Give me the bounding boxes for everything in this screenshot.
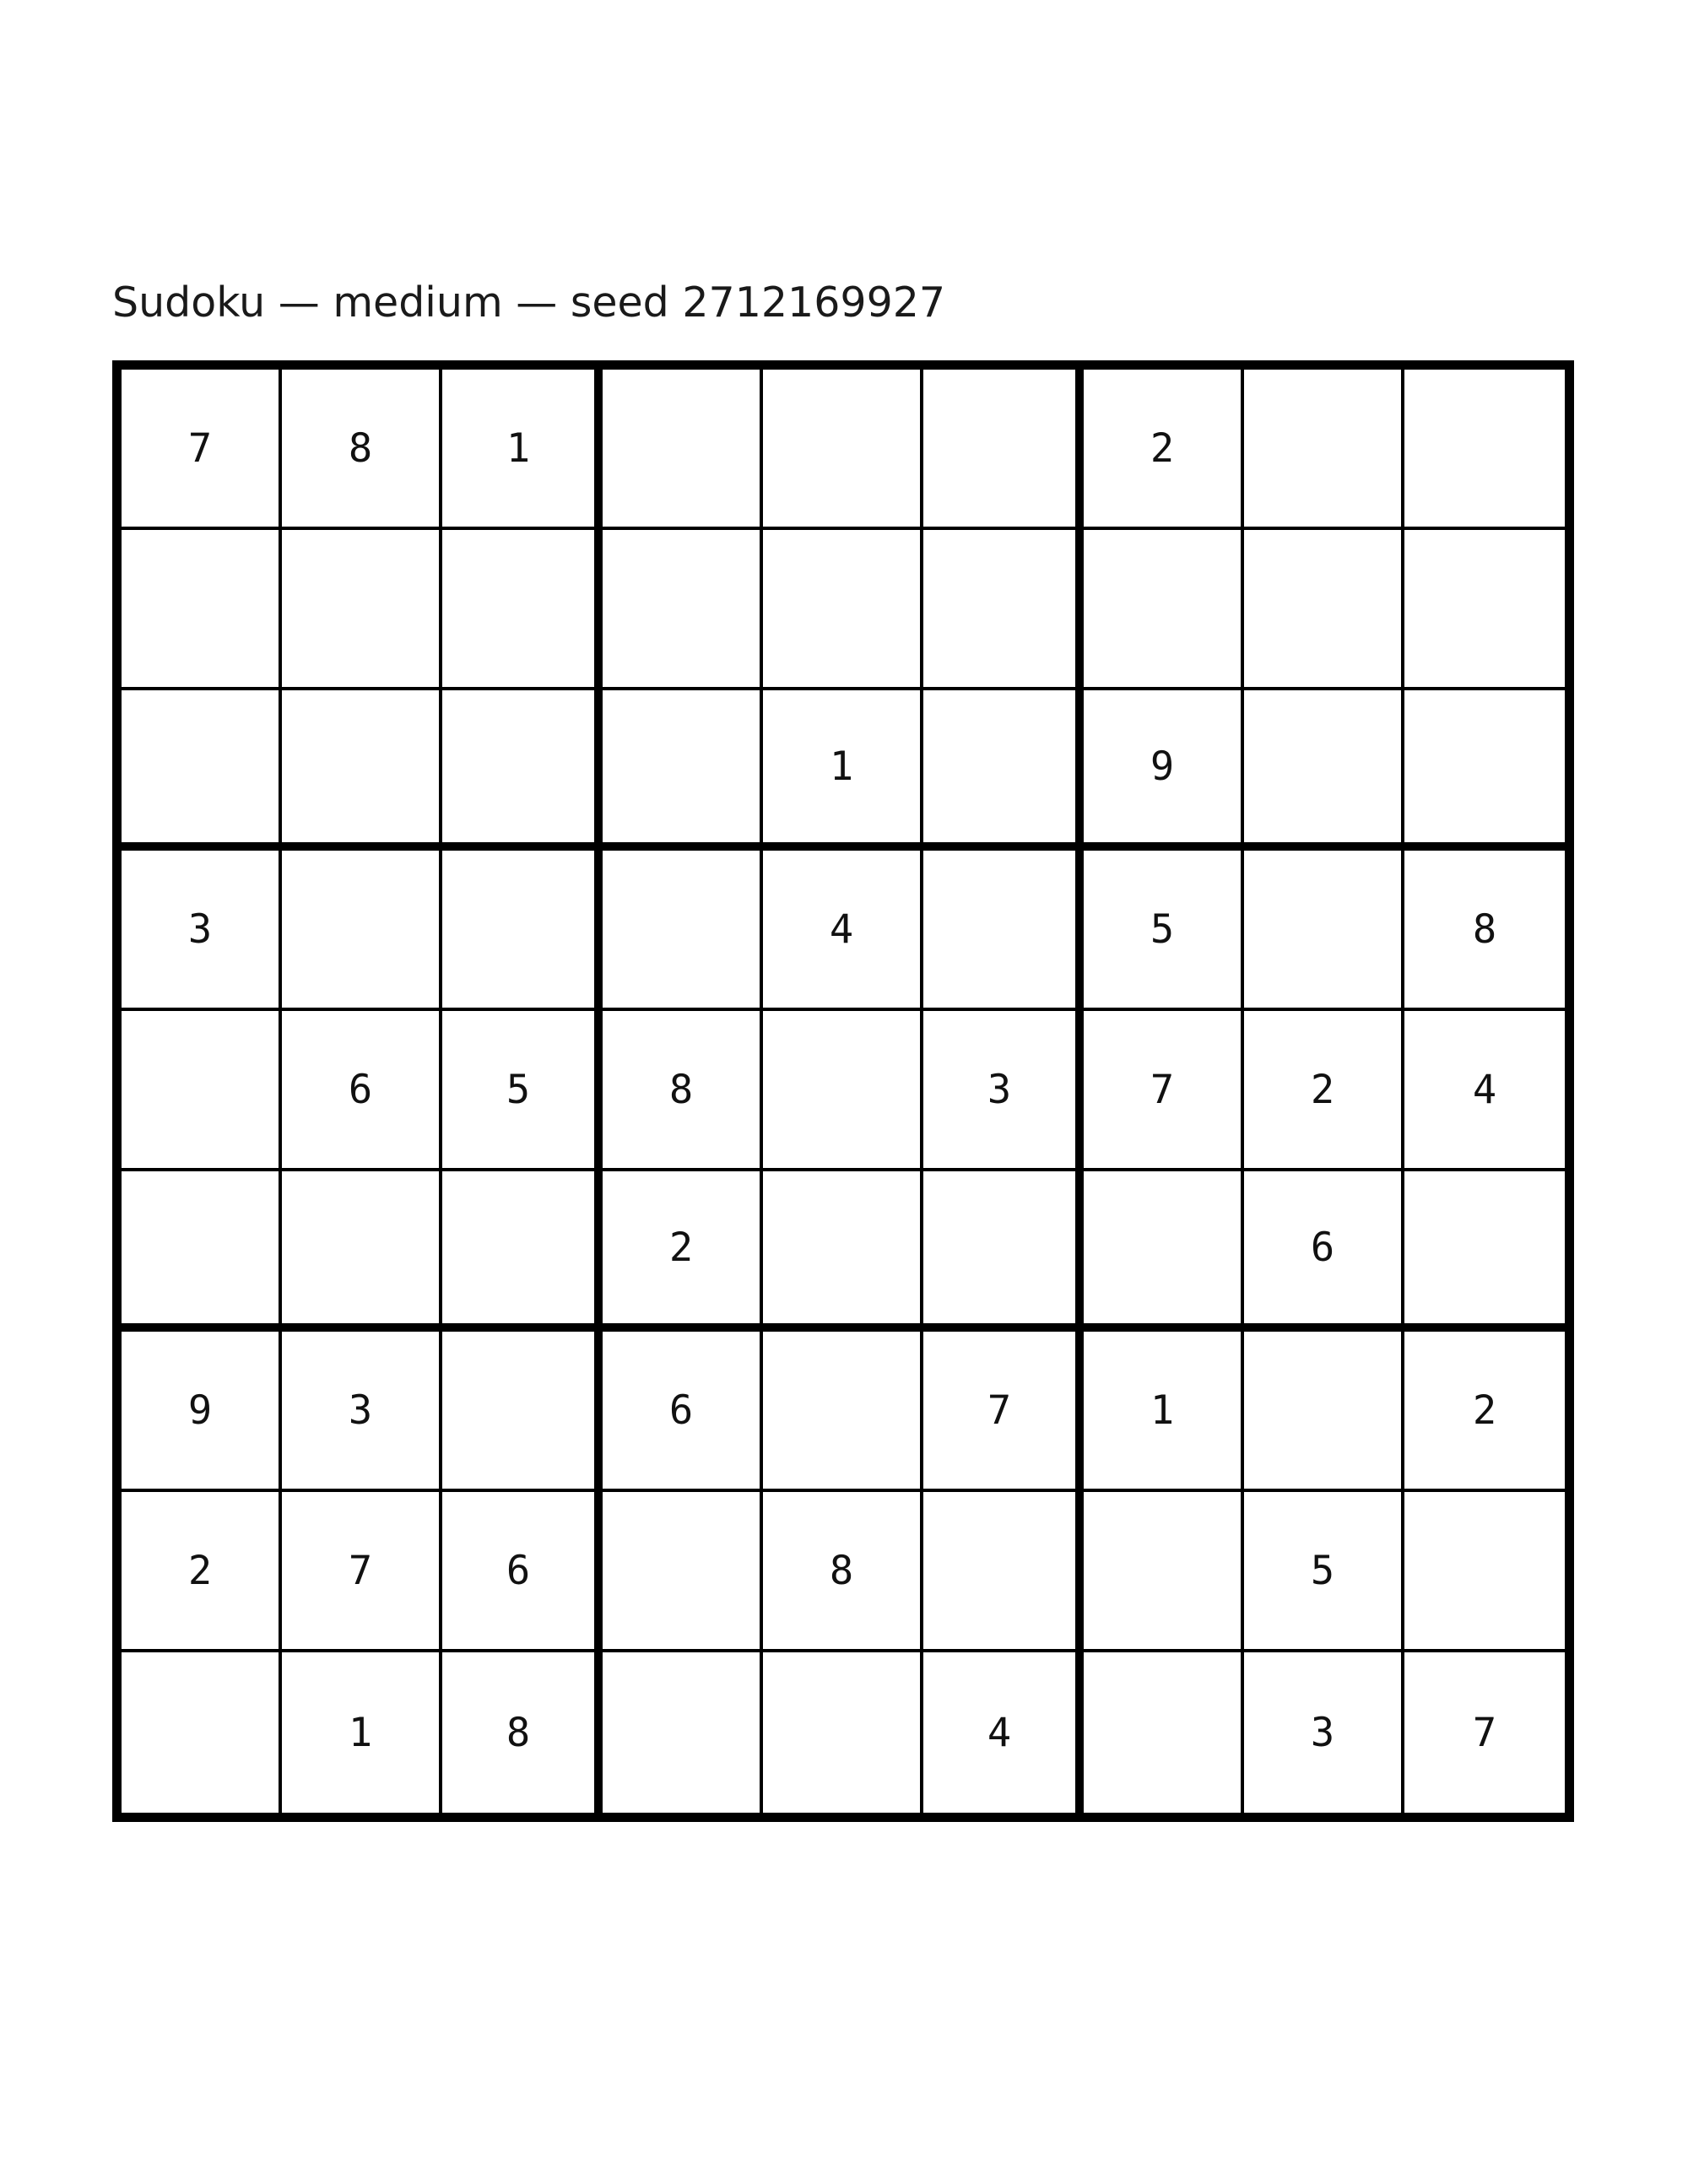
sudoku-cell[interactable]: 6 bbox=[1244, 1171, 1404, 1332]
sudoku-cell[interactable] bbox=[1404, 1492, 1565, 1652]
sudoku-cell[interactable]: 3 bbox=[923, 1011, 1084, 1171]
sudoku-cell[interactable] bbox=[282, 1171, 442, 1332]
sudoku-cell[interactable] bbox=[763, 1652, 923, 1813]
sudoku-cell[interactable]: 2 bbox=[1244, 1011, 1404, 1171]
sudoku-cell[interactable]: 2 bbox=[1084, 370, 1244, 530]
sudoku-cell[interactable] bbox=[442, 851, 603, 1011]
sudoku-cell[interactable]: 5 bbox=[1084, 851, 1244, 1011]
sudoku-cell[interactable]: 4 bbox=[763, 851, 923, 1011]
sudoku-cell[interactable] bbox=[282, 851, 442, 1011]
sudoku-cell[interactable] bbox=[122, 1011, 282, 1171]
sudoku-cell[interactable]: 9 bbox=[1084, 690, 1244, 851]
sudoku-cell[interactable] bbox=[1404, 530, 1565, 690]
sudoku-cell[interactable] bbox=[442, 530, 603, 690]
sudoku-cell[interactable]: 2 bbox=[603, 1171, 763, 1332]
sudoku-cell[interactable] bbox=[603, 370, 763, 530]
sudoku-cell[interactable]: 7 bbox=[1404, 1652, 1565, 1813]
sudoku-cell[interactable] bbox=[603, 851, 763, 1011]
sudoku-cell[interactable]: 1 bbox=[282, 1652, 442, 1813]
sudoku-cell[interactable] bbox=[122, 1171, 282, 1332]
sudoku-cell[interactable]: 7 bbox=[122, 370, 282, 530]
sudoku-cell[interactable] bbox=[1084, 530, 1244, 690]
page-title: Sudoku — medium — seed 2712169927 bbox=[112, 278, 946, 327]
sudoku-cell[interactable] bbox=[1244, 690, 1404, 851]
sudoku-cell[interactable] bbox=[1084, 1171, 1244, 1332]
sudoku-cell[interactable] bbox=[1244, 1332, 1404, 1492]
sudoku-cell[interactable]: 8 bbox=[442, 1652, 603, 1813]
sudoku-cell[interactable] bbox=[603, 530, 763, 690]
sudoku-cell[interactable]: 9 bbox=[122, 1332, 282, 1492]
sudoku-cell[interactable] bbox=[763, 1332, 923, 1492]
sudoku-cell[interactable] bbox=[1244, 851, 1404, 1011]
sudoku-cell[interactable] bbox=[763, 370, 923, 530]
sudoku-cell[interactable]: 1 bbox=[1084, 1332, 1244, 1492]
sudoku-cell[interactable]: 3 bbox=[282, 1332, 442, 1492]
sudoku-cell[interactable] bbox=[923, 851, 1084, 1011]
sudoku-cell[interactable] bbox=[1084, 1492, 1244, 1652]
sudoku-cell[interactable] bbox=[1404, 690, 1565, 851]
sudoku-cell[interactable] bbox=[122, 1652, 282, 1813]
sudoku-cell[interactable]: 6 bbox=[603, 1332, 763, 1492]
sudoku-cell[interactable] bbox=[923, 370, 1084, 530]
sudoku-cell[interactable]: 4 bbox=[1404, 1011, 1565, 1171]
sudoku-cell[interactable] bbox=[763, 1171, 923, 1332]
sudoku-cell[interactable]: 4 bbox=[923, 1652, 1084, 1813]
sudoku-cell[interactable]: 1 bbox=[442, 370, 603, 530]
sudoku-cell[interactable]: 2 bbox=[1404, 1332, 1565, 1492]
sudoku-cell[interactable] bbox=[1244, 530, 1404, 690]
sudoku-cell[interactable]: 7 bbox=[1084, 1011, 1244, 1171]
sudoku-cell[interactable] bbox=[923, 690, 1084, 851]
sudoku-cell[interactable] bbox=[442, 690, 603, 851]
sudoku-cell[interactable] bbox=[282, 530, 442, 690]
sudoku-cell[interactable]: 7 bbox=[282, 1492, 442, 1652]
sudoku-cell[interactable]: 5 bbox=[442, 1011, 603, 1171]
sudoku-cell[interactable]: 7 bbox=[923, 1332, 1084, 1492]
sudoku-cell[interactable] bbox=[763, 530, 923, 690]
sudoku-cell[interactable]: 5 bbox=[1244, 1492, 1404, 1652]
sudoku-cell[interactable] bbox=[603, 690, 763, 851]
sudoku-cell[interactable] bbox=[763, 1011, 923, 1171]
sudoku-cell[interactable] bbox=[1404, 370, 1565, 530]
sudoku-cell[interactable] bbox=[923, 530, 1084, 690]
sudoku-cell[interactable] bbox=[442, 1332, 603, 1492]
sudoku-cell[interactable]: 6 bbox=[282, 1011, 442, 1171]
sudoku-cell[interactable]: 8 bbox=[763, 1492, 923, 1652]
sudoku-cell[interactable]: 8 bbox=[1404, 851, 1565, 1011]
sudoku-cell[interactable]: 8 bbox=[282, 370, 442, 530]
sudoku-cell[interactable] bbox=[923, 1171, 1084, 1332]
sudoku-cell[interactable] bbox=[603, 1492, 763, 1652]
sudoku-cell[interactable]: 6 bbox=[442, 1492, 603, 1652]
sudoku-cell[interactable]: 1 bbox=[763, 690, 923, 851]
sudoku-cell[interactable] bbox=[122, 530, 282, 690]
sudoku-cell[interactable]: 2 bbox=[122, 1492, 282, 1652]
sudoku-cell[interactable]: 3 bbox=[1244, 1652, 1404, 1813]
sudoku-cell[interactable] bbox=[122, 690, 282, 851]
sudoku-cell[interactable] bbox=[282, 690, 442, 851]
sudoku-grid bbox=[112, 360, 1574, 1822]
sudoku-cell[interactable] bbox=[1084, 1652, 1244, 1813]
sudoku-cell[interactable] bbox=[603, 1652, 763, 1813]
sudoku-cell[interactable]: 3 bbox=[122, 851, 282, 1011]
sudoku-cell[interactable] bbox=[1244, 370, 1404, 530]
sudoku-cell[interactable] bbox=[1404, 1171, 1565, 1332]
sudoku-cell[interactable] bbox=[923, 1492, 1084, 1652]
sudoku-cell[interactable] bbox=[442, 1171, 603, 1332]
sudoku-cell[interactable]: 8 bbox=[603, 1011, 763, 1171]
